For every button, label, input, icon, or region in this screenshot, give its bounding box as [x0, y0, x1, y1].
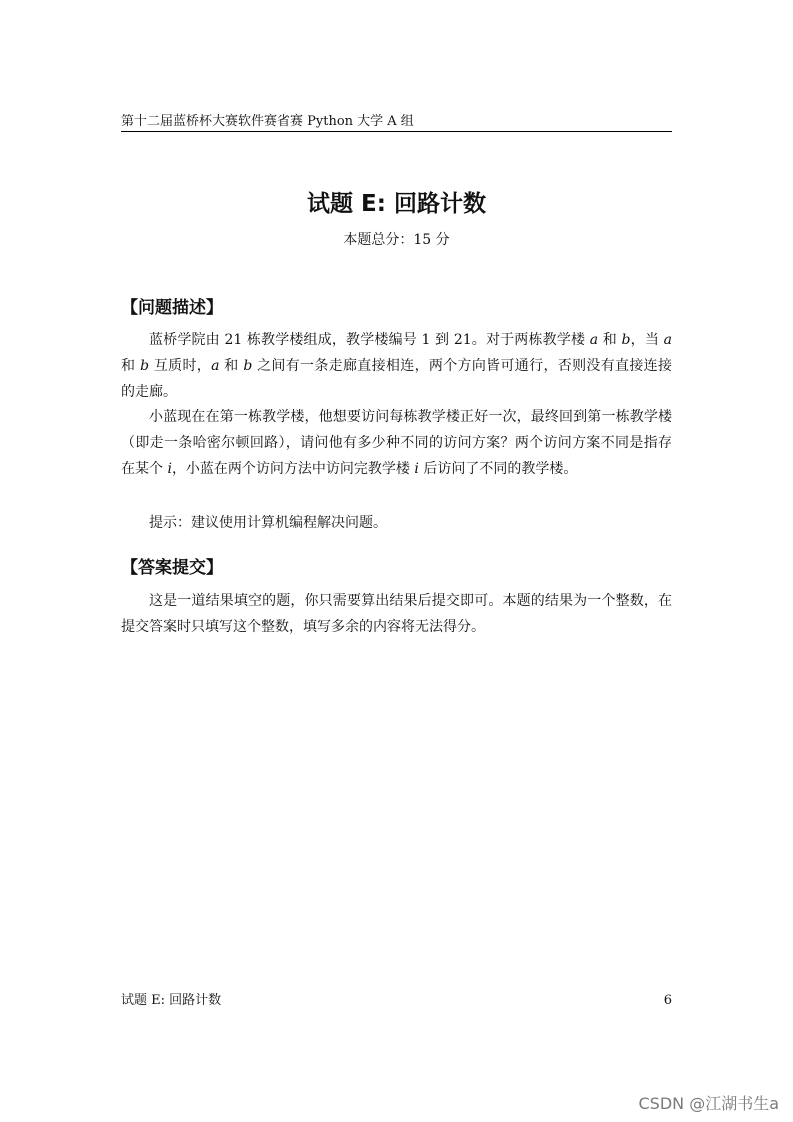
text-run: 小蓝现在在第一栋教学楼，他想要访问每栋教学楼正好一次，最终回到第一栋教学楼（即走一条哈密尔顿回路），请问他有多少种不同的访问方案？两个访问方案不同是指存在某个 — [121, 409, 672, 477]
math-var-a: a — [663, 332, 672, 348]
watermark: CSDN @江湖书生a — [638, 1094, 779, 1113]
math-var-b: b — [243, 358, 253, 374]
math-var-i: i — [414, 461, 419, 477]
header-rule — [121, 131, 672, 132]
text-run: 和 — [598, 332, 622, 348]
problem-score: 本题总分：15 分 — [343, 232, 450, 248]
text-run: 后访问了不同的教学楼。 — [418, 461, 578, 477]
description-paragraph-2 — [121, 404, 672, 482]
footer-title: 试题 E: 回路计数 — [121, 993, 222, 1008]
math-var-b: b — [621, 332, 631, 348]
submission-heading: 【答案提交】 — [121, 558, 223, 578]
math-var-a: a — [589, 332, 599, 348]
page-number: 6 — [663, 993, 672, 1008]
text-run: 之间有一条走廊直接相连，两个方向皆可通行，否则没有直接连接的走廊。 — [121, 358, 672, 400]
math-var-a: a — [211, 358, 220, 374]
problem-title: 试题 E: 回路计数 — [307, 191, 486, 217]
text-run: 互质时， — [149, 358, 212, 374]
submission-paragraph: 这是一道结果填空的题，你只需要算出结果后提交即可。本题的结果为一个整数，在提交答案时只填写这个整数，填写多余的内容将无法得分。 — [121, 593, 672, 635]
text-run: 和 — [121, 358, 141, 374]
description-hint: 提示：建议使用计算机编程解决问题。 — [149, 515, 387, 531]
math-var-b: b — [140, 358, 150, 374]
description-heading: 【问题描述】 — [121, 298, 223, 318]
text-run: ，当 — [630, 332, 664, 348]
running-header: 第十二届蓝桥杯大赛软件赛省赛 Python 大学 A 组 — [121, 114, 414, 129]
description-paragraph-1 — [121, 327, 672, 405]
math-var-i: i — [167, 461, 172, 477]
text-run: 和 — [219, 358, 244, 374]
text-run: 蓝桥学院由 21 栋教学楼组成，教学楼编号 1 到 21。对于两栋教学楼 — [149, 332, 590, 348]
text-run: ，小蓝在两个访问方法中访问完教学楼 — [171, 461, 415, 477]
